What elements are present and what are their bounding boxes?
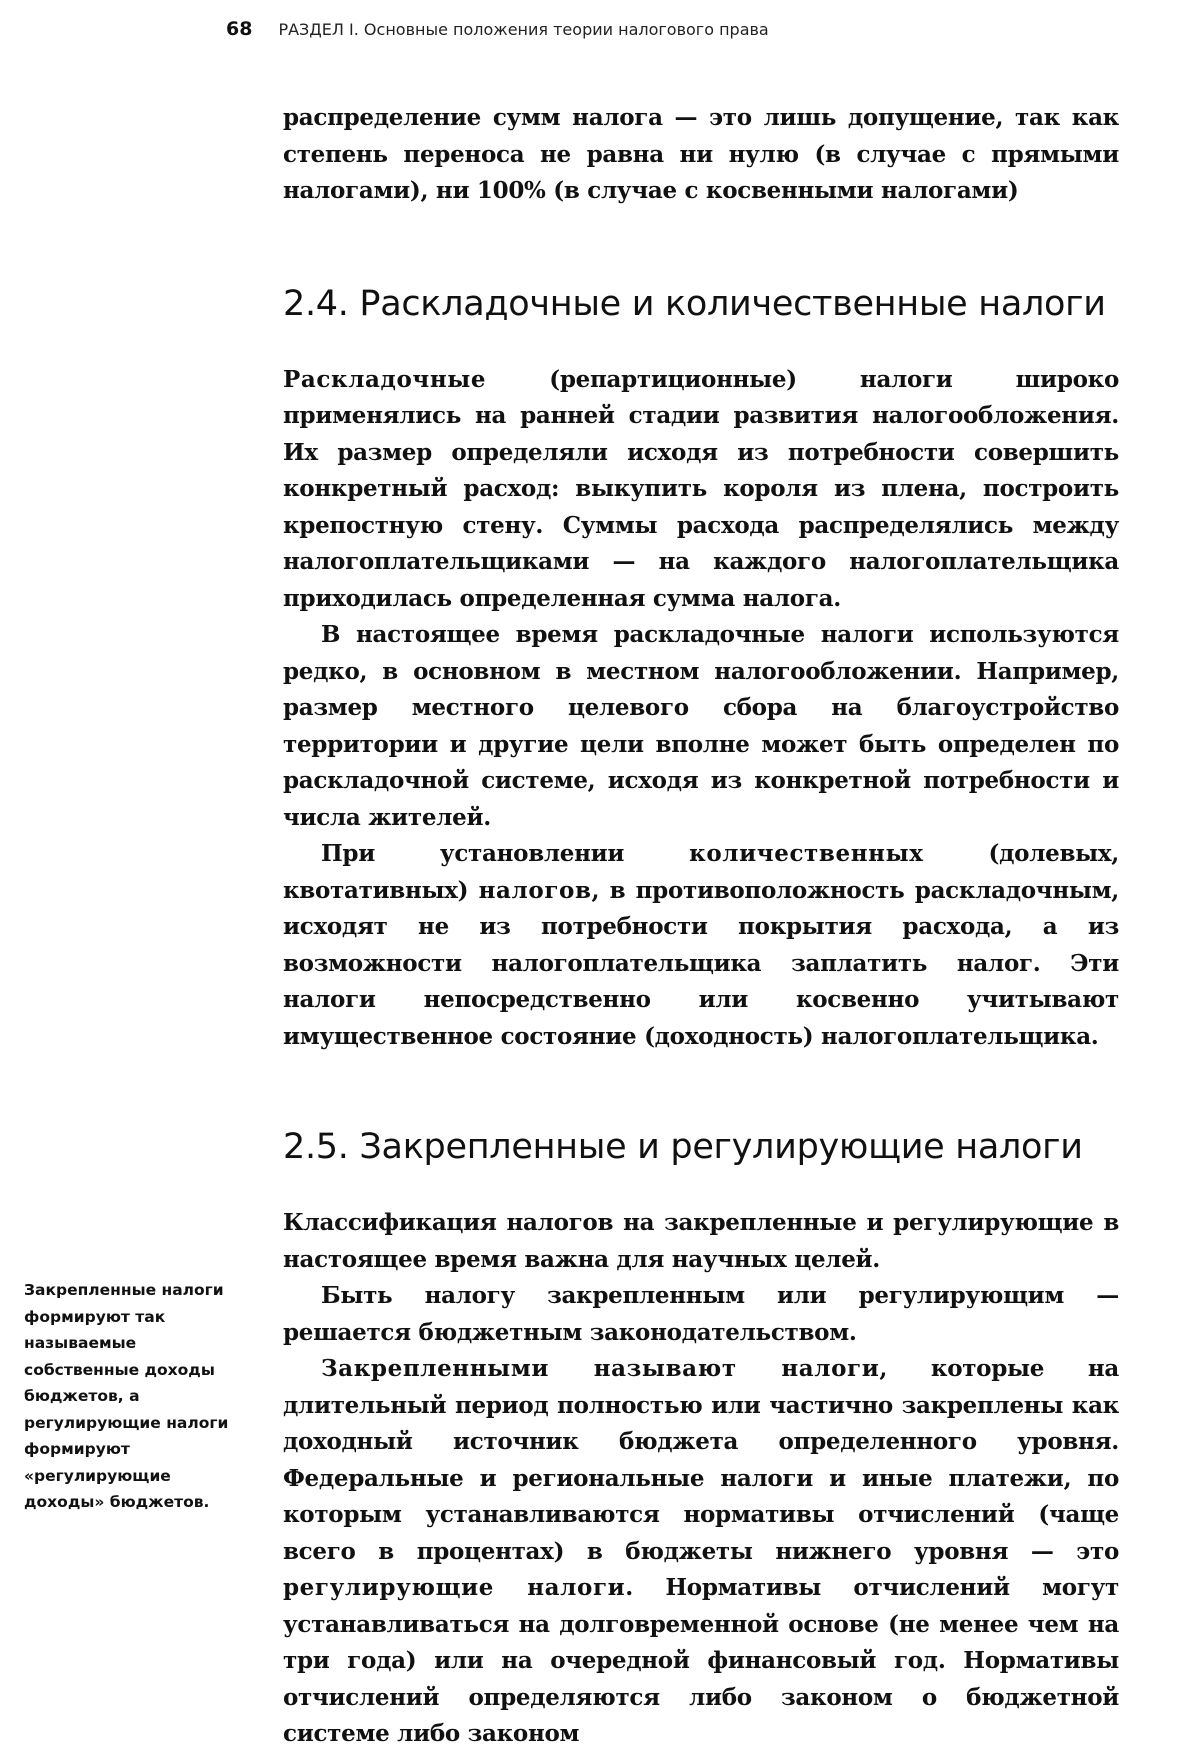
margin-note: Закрепленные налоги формируют так называемые собственные доходы бюджетов, а регулирующие налоги формируют «регулирующие доходы» бюджетов. bbox=[24, 1281, 229, 1511]
paragraph-2-5-3 bbox=[283, 1351, 1119, 1753]
paragraph-2-4-2: В настоящее время раскладочные налоги используются редко, в основном в местном налогообложении. Например, размер местного целевого сбора на благоустройство территории и другие цели вполне может быть определен по раскладочной системе, исходя из конкретной потребности и числа жителей. bbox=[283, 621, 1119, 831]
paragraph-2-4-3-post: , в противоположность раскладочным, исходят не из потребности покрытия расхода, а из возможности налогоплательщика заплатить налог. Эти налоги непосредственно или косвенно учитывают имущественное состояние (доходность) налогоплательщика. bbox=[283, 876, 1119, 1050]
term-kolichestvennye: количественных bbox=[689, 840, 924, 867]
paragraph-2-4-1-text: (репартиционные) налоги широко применялись на ранней стадии развития налогообложения. Их размер определяли исходя из потребности совершить конкретный расход: выкупить короля из плена, построить крепостную стену. Суммы расхода распределялись между налогоплательщиками — на каждого налогоплательщика приходилась определенная сумма налога. bbox=[283, 365, 1119, 612]
paragraph-2-5-2: Быть налогу закрепленным или регулирующим — решается бюджетным законодательством. bbox=[283, 1282, 1119, 1346]
section-heading-2-5: 2.5. Закрепленные и регулирующие налоги bbox=[283, 1127, 1083, 1167]
paragraph-2-4-3-mid: (долевых, квотативных) bbox=[283, 840, 1119, 904]
page-number: 68 bbox=[226, 18, 253, 40]
paragraph-2-5-1: Классификация налогов на закрепленные и регулирующие в настоящее время важна для научных целей. bbox=[283, 1209, 1119, 1273]
paragraph-2-4-1 bbox=[283, 362, 1119, 618]
paragraph-2-5-3-text: , которые на длительный период полностью или частично закреплены как доходный источник бюджета определенного уровня. Федеральные и региональные налоги и иные платежи, по которым устанавливаются нормативы отчислений (чаще всего в процентах) в бюджеты нижнего уровня — это bbox=[283, 1355, 1119, 1565]
term-reguliruyushchie: регулирующие налоги bbox=[283, 1574, 626, 1601]
term-zakreplennye: Закрепленными называют налоги bbox=[321, 1355, 880, 1382]
paragraph-2-4-3-pre: При установлении bbox=[321, 840, 690, 867]
intro-paragraph: распределение сумм налога — это лишь допущение, так как степень переноса не равна ни нулю (в случае с прямыми налогами), ни 100% (в случае с косвенными налогами) bbox=[283, 104, 1119, 204]
running-header bbox=[226, 18, 1166, 48]
main-column bbox=[283, 100, 1119, 1753]
section-heading-2-4: 2.4. Раскладочные и количественные налоги bbox=[283, 283, 1106, 324]
term-raskladochnye: Раскладочные bbox=[283, 365, 487, 393]
term-nalogov: налогов bbox=[478, 876, 592, 904]
running-title: РАЗДЕЛ I. Основные положения теории налогового права bbox=[278, 20, 769, 39]
paragraph-2-5-3-text2: . Нормативы отчислений могут устанавливаться на долговременной основе (не менее чем на три года) или на очередной финансовый год. Нормативы отчислений определяются либо законом о бюджетной системе либо законом bbox=[283, 1574, 1119, 1747]
paragraph-2-4-3 bbox=[283, 836, 1119, 1055]
